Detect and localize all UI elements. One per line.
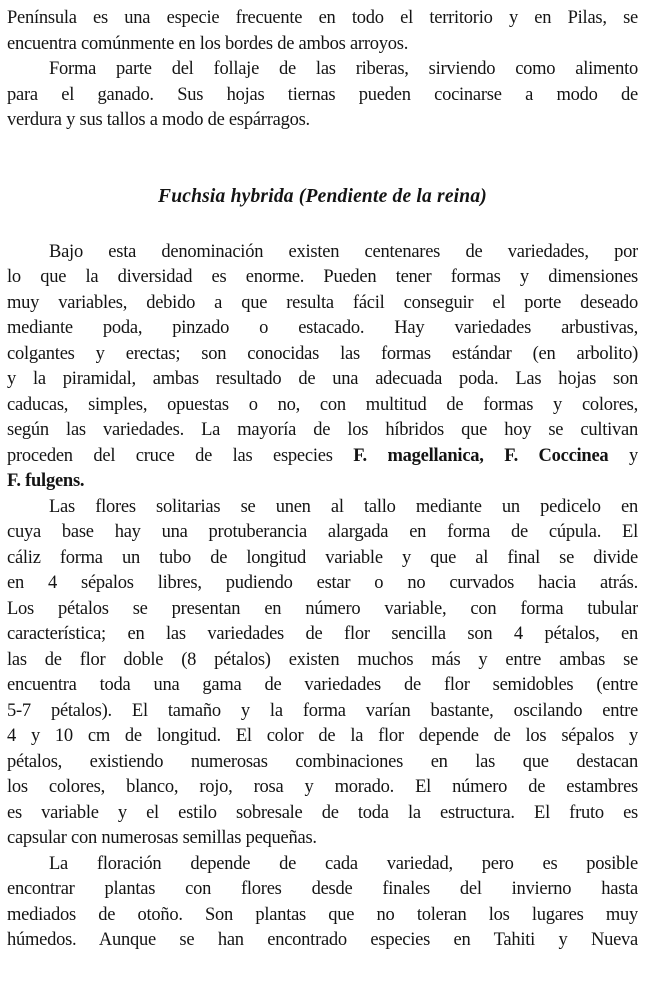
text-line: característica; en las variedades de flor sencilla son 4 pétalos, en xyxy=(7,624,638,644)
text-line xyxy=(7,444,638,470)
text-line: cáliz forma un tubo de longitud variable y que al final se divide xyxy=(7,547,638,568)
text-line: Forma parte del follaje de las riberas, sirviendo como alimento xyxy=(49,59,638,79)
text-line: y la piramidal, ambas resultado de una adecuada poda. Las hojas son xyxy=(7,369,638,389)
text-line: es variable y el estilo sobresale de toda la estructura. El fruto es xyxy=(7,802,638,823)
text-line: Península es una especie frecuente en todo el territorio y en Pilas, se xyxy=(7,8,638,28)
text-line: en 4 sépalos libres, pudiendo estar o no curvados hacia atrás. xyxy=(7,573,638,593)
text-line: Los pétalos se presentan en número variable, con forma tubular xyxy=(7,598,638,619)
text-line: según las variedades. La mayoría de los híbridos que hoy se cultivan xyxy=(7,420,638,440)
text-line: las de flor doble (8 pétalos) existen muchos más y entre ambas se xyxy=(7,649,638,670)
text-line: encuentra comúnmente en los bordes de ambos arroyos. xyxy=(7,33,409,54)
paragraph-la-floracion xyxy=(7,852,638,954)
page-text xyxy=(7,6,638,954)
text-line: encontrar plantas con flores desde finales del invierno hasta xyxy=(7,879,638,899)
text-line: mediados de otoño. Son plantas que no toleran los lugares muy xyxy=(7,904,638,925)
bold-species-text: F. magellanica, F. Coccinea xyxy=(353,445,609,466)
paragraph-peninsula xyxy=(7,6,638,57)
text-line: para el ganado. Sus hojas tiernas pueden cocinarse a modo de xyxy=(7,84,638,105)
paragraph-forma-parte xyxy=(7,57,638,134)
text-line: mediante poda, pinzado o estacado. Hay variedades arbustivas, xyxy=(7,318,638,338)
text-line: pétalos, existiendo numerosas combinaciones en las que destacan xyxy=(7,751,638,772)
text-line: húmedos. Aunque se han encontrado especies en Tahiti y Nueva xyxy=(7,930,638,950)
text-line: 4 y 10 cm de longitud. El color de la flor depende de los sépalos y xyxy=(7,726,638,746)
text-line: caducas, simples, opuestas o no, con multitud de formas y colores, xyxy=(7,394,638,415)
text-line: verdura y sus tallos a modo de espárragos. xyxy=(7,110,310,130)
text-line: capsular con numerosas semillas pequeñas. xyxy=(7,828,317,848)
section-heading-fuchsia-hybrida: Fuchsia hybrida (Pendiente de la reina) xyxy=(157,185,487,207)
text-line: colgantes y erectas; son conocidas las formas estándar (en arbolito) xyxy=(7,343,638,364)
text-line: La floración depende de cada variedad, pero es posible xyxy=(49,853,638,874)
text-line: lo que la diversidad es enorme. Pueden tener formas y dimensiones xyxy=(7,267,638,287)
text-line: Bajo esta denominación existen centenares de variedades, por xyxy=(49,241,638,262)
body-text: y xyxy=(608,445,638,466)
paragraph-las-flores xyxy=(7,495,638,852)
text-line: 5-7 pétalos). El tamaño y la forma varían bastante, oscilando entre xyxy=(7,700,638,721)
body-text: proceden del cruce de las especies xyxy=(7,445,354,466)
paragraph-bajo-esta-denominacion xyxy=(7,240,638,495)
text-line: Las flores solitarias se unen al tallo mediante un pedicelo en xyxy=(49,496,638,517)
text-line: cuya base hay una protuberancia alargada en forma de cúpula. El xyxy=(7,522,638,542)
bold-species-text: F. fulgens. xyxy=(7,471,85,491)
text-line: los colores, blanco, rojo, rosa y morado. El número de estambres xyxy=(7,777,638,797)
text-line: muy variables, debido a que resulta fácil conseguir el porte deseado xyxy=(7,292,638,313)
text-line: encuentra toda una gama de variedades de flor semidobles (entre xyxy=(7,675,638,695)
text-line xyxy=(7,469,638,495)
